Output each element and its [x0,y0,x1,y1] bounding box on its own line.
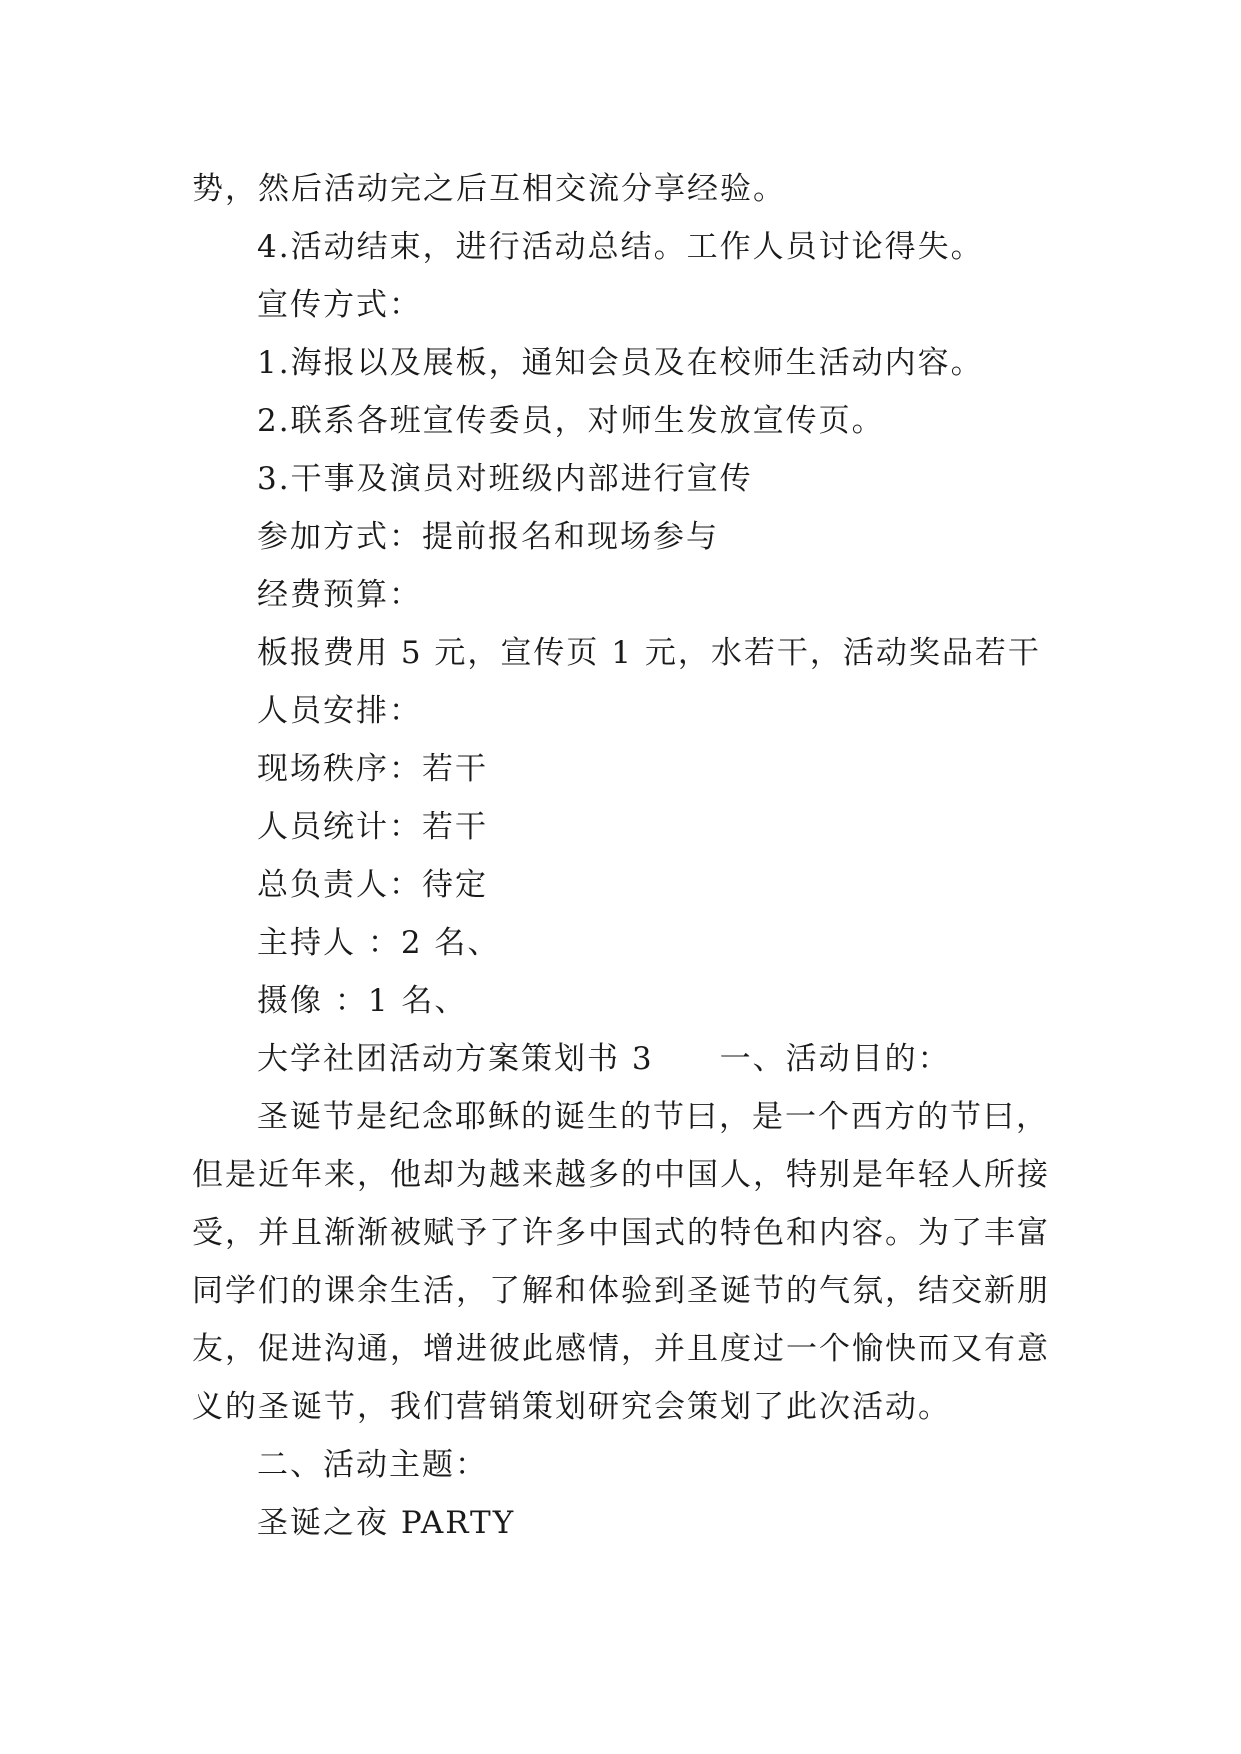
text-line: 总负责人：待定 [257,867,488,903]
text-line: 板报费用 5 元，宣传页 1 元，水若干，活动奖品若干 [257,635,1041,671]
text-line: 参加方式：提前报名和现场参与 [257,519,719,555]
list-item: 1.海报以及展板，通知会员及在校师生活动内容。 [257,345,984,381]
section-heading: 大学社团活动方案策划书 3 一、活动目的： [257,1041,951,1077]
paragraph-line: 受，并且渐渐被赋予了许多中国式的特色和内容。为了丰富 [192,1215,1050,1251]
text-line: 圣诞之夜 PARTY [257,1505,516,1541]
section-heading: 经费预算： [257,577,422,613]
text-line: 摄像 ：1 名、 [257,983,468,1019]
text-line: 人员统计：若干 [257,809,488,845]
paragraph-line: 圣诞节是纪念耶稣的诞生的节曰，是一个西方的节曰， [257,1099,1049,1135]
list-item: 2.联系各班宣传委员，对师生发放宣传页。 [257,403,885,439]
text-line: 4.活动结束，进行活动总结。工作人员讨论得失。 [257,229,984,265]
list-item: 3.干事及演员对班级内部进行宣传 [257,461,753,497]
section-heading: 宣传方式： [257,287,422,323]
paragraph-purpose [192,1088,1082,1436]
paragraph-line: 友，促进沟通，增进彼此感情，并且度过一个愉快而又有意 [192,1331,1050,1367]
section-heading: 人员安排： [257,693,422,729]
text-line: 势，然后活动完之后互相交流分享经验。 [192,171,786,207]
paragraph-line: 但是近年来，他却为越来越多的中国人，特别是年轻人所接 [192,1157,1050,1193]
text-line: 主持人 ：2 名、 [257,925,501,961]
paragraph-line: 义的圣诞节，我们营销策划研究会策划了此次活动。 [192,1389,951,1425]
paragraph-line: 同学们的课余生活，了解和体验到圣诞节的气氛，结交新朋 [192,1273,1050,1309]
section-heading: 二、活动主题： [257,1447,488,1483]
document-body [192,160,1082,1552]
text-line: 现场秩序：若干 [257,751,488,787]
